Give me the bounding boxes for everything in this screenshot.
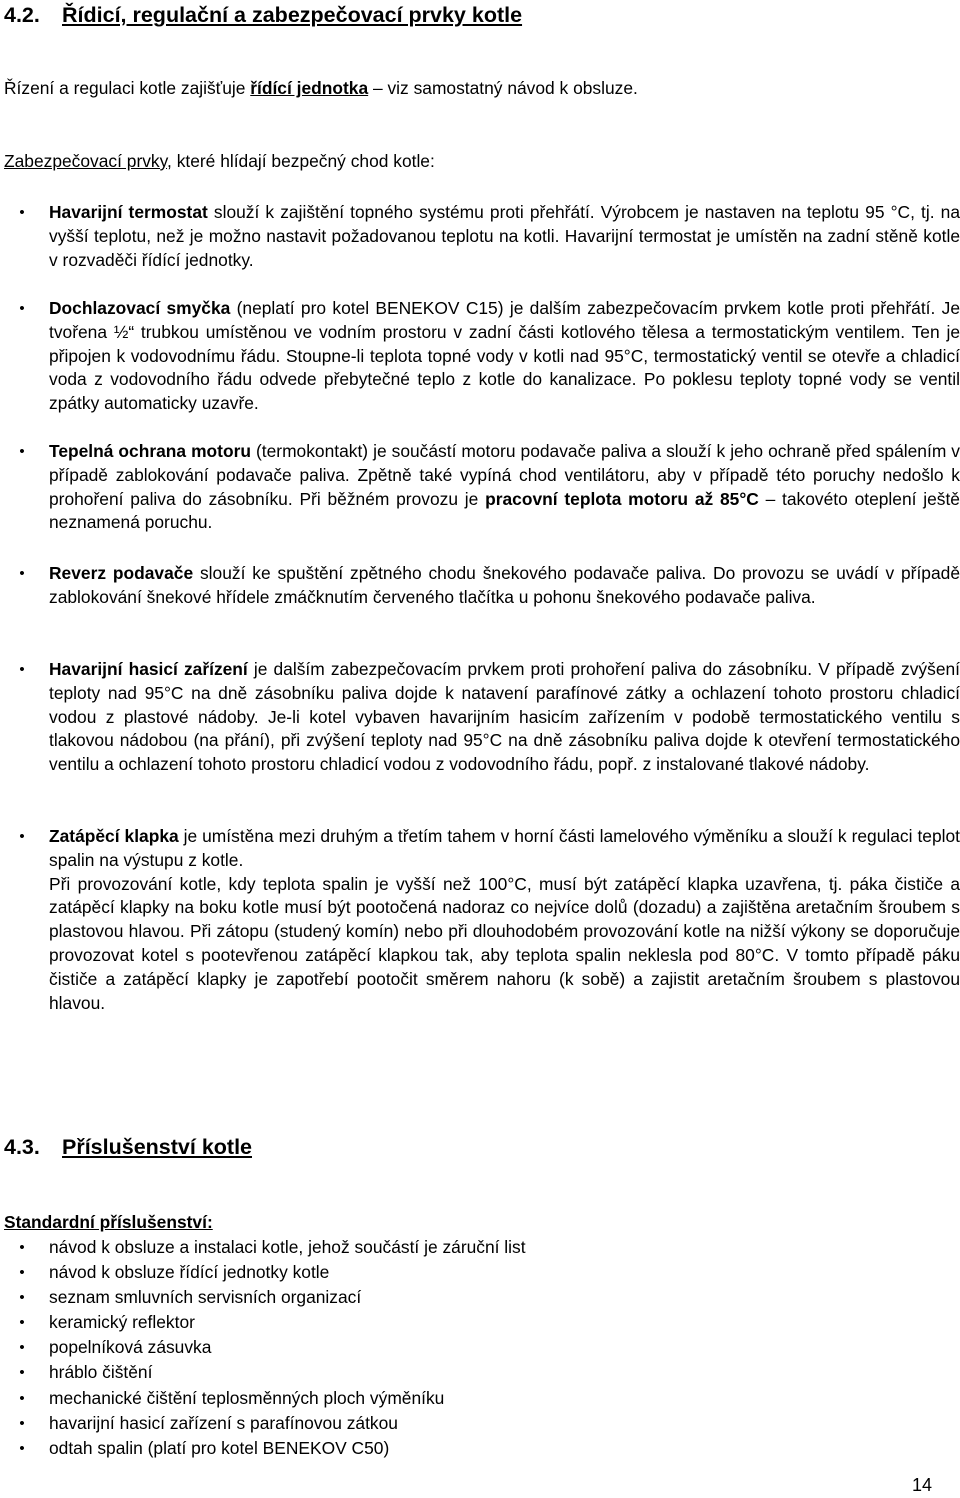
list-item [19,1235,526,1260]
section-title: Příslušenství kotle [62,1135,252,1159]
bullet-icon: • [19,1389,25,1407]
accessories-list [19,1235,526,1461]
item-text: je dalším zabezpečovacím prvkem proti prohoření paliva do zásobníku. V případě zvýšení teploty nad 95°C na dně zásobníku paliva dojde k natavení parafínové zátky a ochlazení tohoto prostoru chladicí vodou z plastové nádoby. Je-li kotel vybaven havarijním hasicím zařízením v podobě termostatického ventilu s tlakovou nádobou (na přání), při zvýšení teploty nad 95°C na dně zásobníku paliva dojde k otevření termostatického ventilu a ochlazení tohoto prostoru chladicí vodou z vodovodního řádu, popř. z instalované tlakové nádoby. [49,659,960,775]
bullet-icon: • [19,1264,25,1282]
accessory-label: keramický reflektor [49,1312,195,1333]
bullet-icon: • [19,1339,25,1357]
list-item-cooling-loop [19,297,960,416]
list-item [19,1310,526,1335]
list-item [19,1260,526,1285]
intro-text: Řízení a regulaci kotle zajišťuje [4,78,251,98]
safety-intro-text: , které hlídají bezpečný chod kotle: [167,151,435,171]
bullet-icon: • [19,443,25,460]
accessory-label: mechanické čištění teplosměnných ploch výměníku [49,1387,445,1408]
bullet-icon: • [19,828,25,845]
accessory-label: odtah spalin (platí pro kotel BENEKOV C50) [49,1437,390,1458]
bullet-icon: • [19,1364,25,1382]
item-text: slouží ke spuštění zpětného chodu šnekového podavače paliva. Do provozu se uvádí v případě zablokování šnekové hřídele zmáčknutím červeného tlačítka u pohonu šnekového podavače paliva. [49,563,960,607]
bullet-icon: • [19,661,25,678]
item-term: Dochlazovací smyčka [49,298,231,318]
list-item [19,1285,526,1310]
list-item-motor-thermal-protection [19,440,960,535]
section-heading-4-3 [4,1135,252,1160]
item-term: Havarijní hasicí zařízení [49,659,248,679]
list-item [19,1386,526,1411]
safety-elements-lead: Zabezpečovací prvky [4,151,168,171]
intro-paragraph [4,77,948,101]
item-text: je umístěna mezi druhým a třetím tahem v horní části lamelového výměníku a slouží k regulaci teplot spalin na výstupu z kotle. [49,826,960,870]
bullet-icon: • [19,1314,25,1332]
item-text-tail: – takovéto oteplení ještě neznamená poruchu. [49,488,960,533]
bullet-icon: • [19,300,25,317]
standard-accessories-heading: Standardní příslušenství: [4,1212,213,1232]
accessory-label: havarijní hasicí zařízení s parafínovou zátkou [49,1412,398,1433]
bullet-icon: • [19,204,25,221]
accessory-label: hráblo čištění [49,1362,153,1383]
section-number: 4.3. [4,1135,40,1159]
item-term: Reverz podavače [49,563,194,583]
list-item [19,1411,526,1436]
list-item [19,1335,526,1360]
list-item [19,1360,526,1385]
accessory-label: návod k obsluze a instalaci kotle, jehož součástí je záruční list [49,1237,526,1257]
item-term: Zatápěcí klapka [49,826,179,846]
accessory-label: návod k obsluze řídící jednotky kotle [49,1262,330,1283]
list-item [19,1436,526,1461]
section-number: 4.2. [4,3,40,27]
item-text: (termokontakt) je součástí motoru podavače paliva a slouží k jeho ochraně před spálením v případě zablokování podavače paliva. Zpětně také vypíná chod ventilátoru, aby v případě této poruchy nedošlo k prohoření paliva do zásobníku. Při běžném provozu je [49,441,960,509]
control-unit-link-text: řídící jednotka [250,78,369,98]
item-term: Havarijní termostat [49,202,208,222]
list-item-emergency-extinguisher [19,658,960,777]
item-emphasis: pracovní teplota motoru až 85°C [485,488,759,509]
accessory-label: popelníková zásuvka [49,1337,212,1358]
item-term: Tepelná ochrana motoru [49,441,251,461]
accessory-label: seznam smluvních servisních organizací [49,1287,362,1308]
item-second-paragraph: Při provozování kotle, kdy teplota spalin je vyšší než 100°C, musí být zatápěcí klapka uzavřena, tj. páka čističe a zatápěcí klapky na boku kotle musí být pootočená nadoraz co nejvíce dolů (dozadu) a zajištěna aretačním šroubem s plastovou hlavou. Při zátopu (studený komín) nebo při dlouhodobém provozování kotle na nižší výkony se doporučuje provozovat kotel s pootevřenou zatápěcí klapkou tak, aby teplota spalin neklesla pod 80°C. V tomto případě páku čističe a zatápěcí klapky je zapotřebí pootočit směrem nahoru (k sobě) a zajistit aretačním šroubem s plastovou hlavou. [49,873,960,1013]
intro-text-end: – viz samostatný návod k obsluze. [368,78,638,98]
list-item-emergency-thermostat [19,201,960,272]
item-text: (neplatí pro kotel BENEKOV C15) je dalším zabezpečovacím prvkem kotle proti přehřátí. Je tvořena ½“ trubkou umístěnou ve vodním prostoru v zadní části kotlového tělesa a termostatickým ventilem. Ten je připojen k vodovodnímu řádu. Stoupne-li teplota topné vody v kotli nad 95°C, termostatický ventil se otevře a chladicí voda z vodovodního řádu odvede přebytečné teplo z kotle do kanalizace. Po poklesu teploty topné vody se ventil zpátky automaticky uzavře. [49,298,960,414]
bullet-icon: • [19,1289,25,1307]
section-title: Řídicí, regulační a zabezpečovací prvky kotle [62,3,523,27]
bullet-icon: • [19,1239,25,1256]
section-heading-4-2 [4,3,522,28]
safety-intro-paragraph [4,150,948,174]
bullet-icon: • [19,1414,25,1432]
bullet-icon: • [19,565,25,582]
bullet-icon: • [19,1439,25,1457]
list-item-feeder-reverse [19,562,960,610]
list-item-startup-flap [19,825,960,1015]
item-text: slouží k zajištění topného systému proti přehřátí. Výrobcem je nastaven na teplotu 95 °C, tj. na vyšší teplotu, než je možno nastavit požadovanou teplotu na kotli. Havarijní termostat je umístěn na zadní stěně kotle v rozvaděči řídící jednotky. [49,202,960,270]
page-number: 14 [912,1475,933,1495]
